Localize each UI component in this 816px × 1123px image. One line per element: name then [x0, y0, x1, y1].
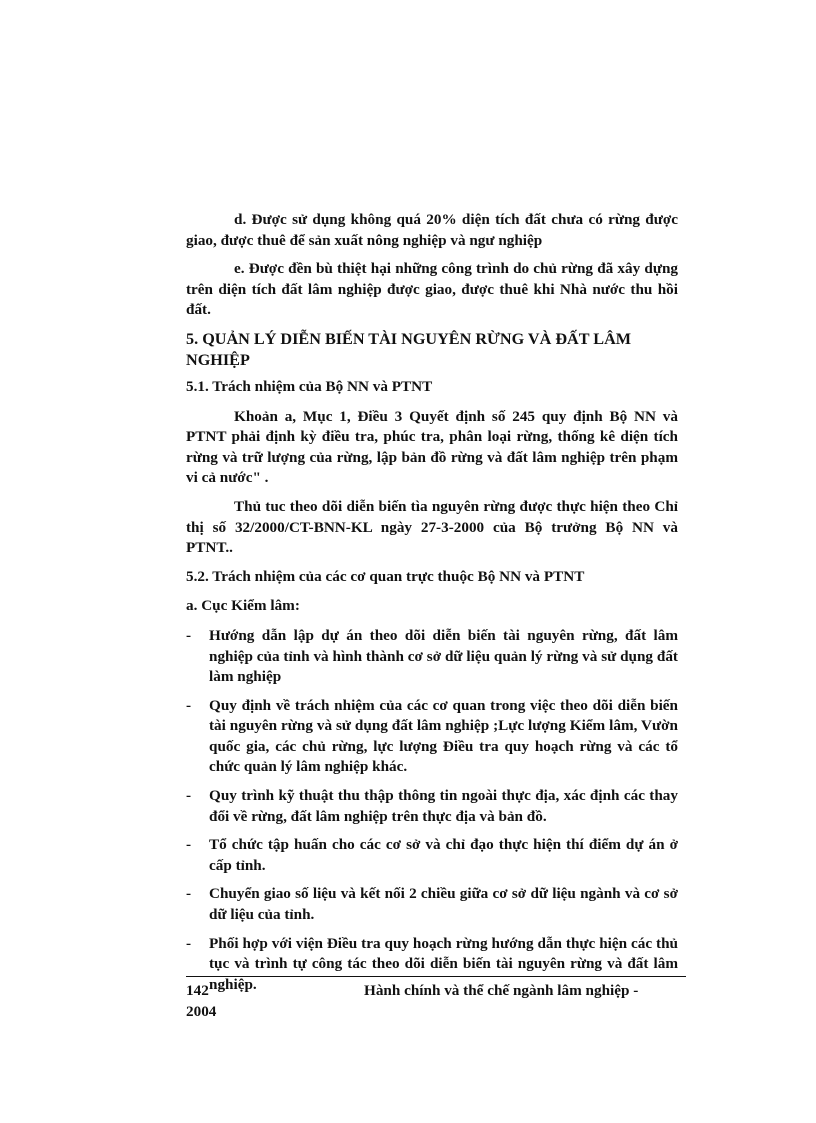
list-item-text: Quy trình kỹ thuật thu thập thông tin ngoài thực địa, xác định các thay đổi về rừng, đất lâm nghiệp trên thực địa và bản đồ. — [209, 787, 678, 825]
bullet-dash: - — [186, 626, 192, 644]
item-a-title: a. Cục Kiểm lâm: — [186, 597, 300, 615]
list-item-text: Tổ chức tập huấn cho các cơ sở và chỉ đạo thực hiện thí điểm dự án ở cấp tỉnh. — [209, 836, 678, 874]
list-item — [186, 884, 678, 925]
footer-year: 2004 — [186, 1003, 217, 1020]
footer-page-info — [186, 980, 246, 1022]
subsection-5-1-title: 5.1. Trách nhiệm của Bộ NN và PTNT — [186, 377, 433, 395]
section-heading: 5. QUẢN LÝ DIỄN BIẾN TÀI NGUYÊN RỪNG VÀ ĐẤT LÂM NGHIỆP — [186, 329, 632, 369]
responsibility-list — [186, 626, 678, 996]
list-item-text: Hướng dẫn lập dự án theo dõi diễn biến tài nguyên rừng, đất lâm nghiệp của tỉnh và hình thành cơ sở dữ liệu quản lý rừng và sử dụng đất làm nghiệp — [209, 626, 678, 686]
subsection-5-1-paragraph: Khoản a, Mục 1, Điều 3 Quyết định số 245 quy định Bộ NN và PTNT phải định kỳ điều tra, phúc tra, phân loại rừng, thống kê diện tích rừng và trữ lượng của rừng, lập bản đồ rừng và đất lâm nghiệp trên phạm vi cả nước" . — [186, 407, 678, 487]
bullet-dash: - — [186, 787, 192, 805]
footer-divider — [186, 976, 686, 977]
bullet-dash: - — [186, 885, 192, 903]
page-number: 142 — [186, 982, 209, 999]
list-item-text: Chuyển giao số liệu và kết nối 2 chiều giữa cơ sở dữ liệu ngành và cơ sở dữ liệu của tỉnh. — [209, 885, 678, 924]
list-item — [186, 786, 678, 827]
list-item — [186, 696, 678, 778]
subsection-5-1-paragraph: Thủ tuc theo dõi diễn biến tìa nguyên rừng được thực hiện theo Chỉ thị số 32/2000/CT-BNN-KL ngày 27-3-2000 của Bộ trưởng Bộ NN và PTNT.. — [186, 497, 678, 557]
page-body — [186, 210, 678, 1003]
paragraph-d: d. Được sử dụng không quá 20% diện tích đất chưa có rừng được giao, được thuê để sản xuất nông nghiệp và ngư nghiệp — [186, 211, 678, 249]
paragraph-e: e. Được đền bù thiệt hại những công trình do chủ rừng đã xây dựng trên diện tích đất lâm nghiệp được giao, được thuê khi Nhà nước thu hồi đất. — [186, 260, 678, 319]
bullet-dash: - — [186, 836, 192, 854]
footer-title: Hành chính và thể chế ngành lâm nghiệp - — [364, 982, 639, 999]
bullet-dash: - — [186, 934, 192, 952]
subsection-5-2-title: 5.2. Trách nhiệm của các cơ quan trực thuộc Bộ NN và PTNT — [186, 567, 585, 585]
bullet-dash: - — [186, 696, 192, 714]
list-item-text: Quy định về trách nhiệm của các cơ quan trong việc theo dõi diễn biến tài nguyên rừng và sử dụng đất lâm nghiệp ;Lực lượng Kiểm lâm, Vườn quốc gia, các chủ rừng, lực lượng Điều tra quy hoạch rừng và các tổ chức quản lý lâm nghiệp khác. — [209, 696, 678, 776]
list-item — [186, 835, 678, 876]
list-item-text: Phối hợp với viện Điều tra quy hoạch rừng hướng dẫn thực hiện các thủ tục và trình tự công tác theo dõi diễn biến tài nguyên rừng và đất lâm nghiệp. — [209, 934, 678, 993]
list-item — [186, 626, 678, 688]
